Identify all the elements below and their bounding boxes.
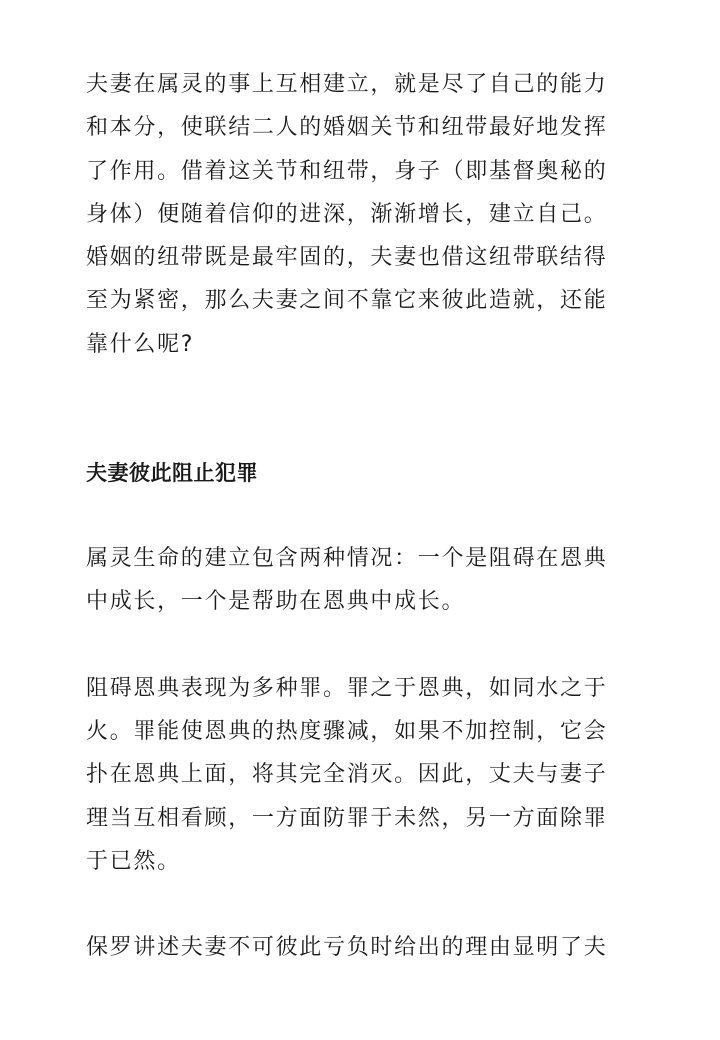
- paragraph-1: 夫妻在属灵的事上互相建立，就是尽了自己的能力和本分，使联结二人的婚姻关节和纽带最好地发挥了作用。借着这关节和纽带，身子（即基督奥秘的身体）便随着信仰的进深，渐渐增长，建立自己。婚姻的纽带既是最牢固的，夫妻也借这纽带联结得至为紧密，那么夫妻之间不靠它来彼此造就，还能靠什么呢?: [86, 72, 608, 357]
- paragraph-2: 属灵生命的建立包含两种情况：一个是阻碍在恩典中成长，一个是帮助在恩典中成长。: [86, 546, 608, 615]
- paragraph-3: 阻碍恩典表现为多种罪。罪之于恩典，如同水之于火。罪能使恩典的热度骤减，如果不加控制，它会扑在恩典上面，将其完全消灭。因此，丈夫与妻子理当互相看顾，一方面防罪于未然，另一方面除罪于已然。: [86, 675, 608, 874]
- section-heading: 夫妻彼此阻止犯罪: [86, 461, 258, 486]
- paragraph-4: 保罗讲述夫妻不可彼此亏负时给出的理由显明了夫: [86, 935, 608, 961]
